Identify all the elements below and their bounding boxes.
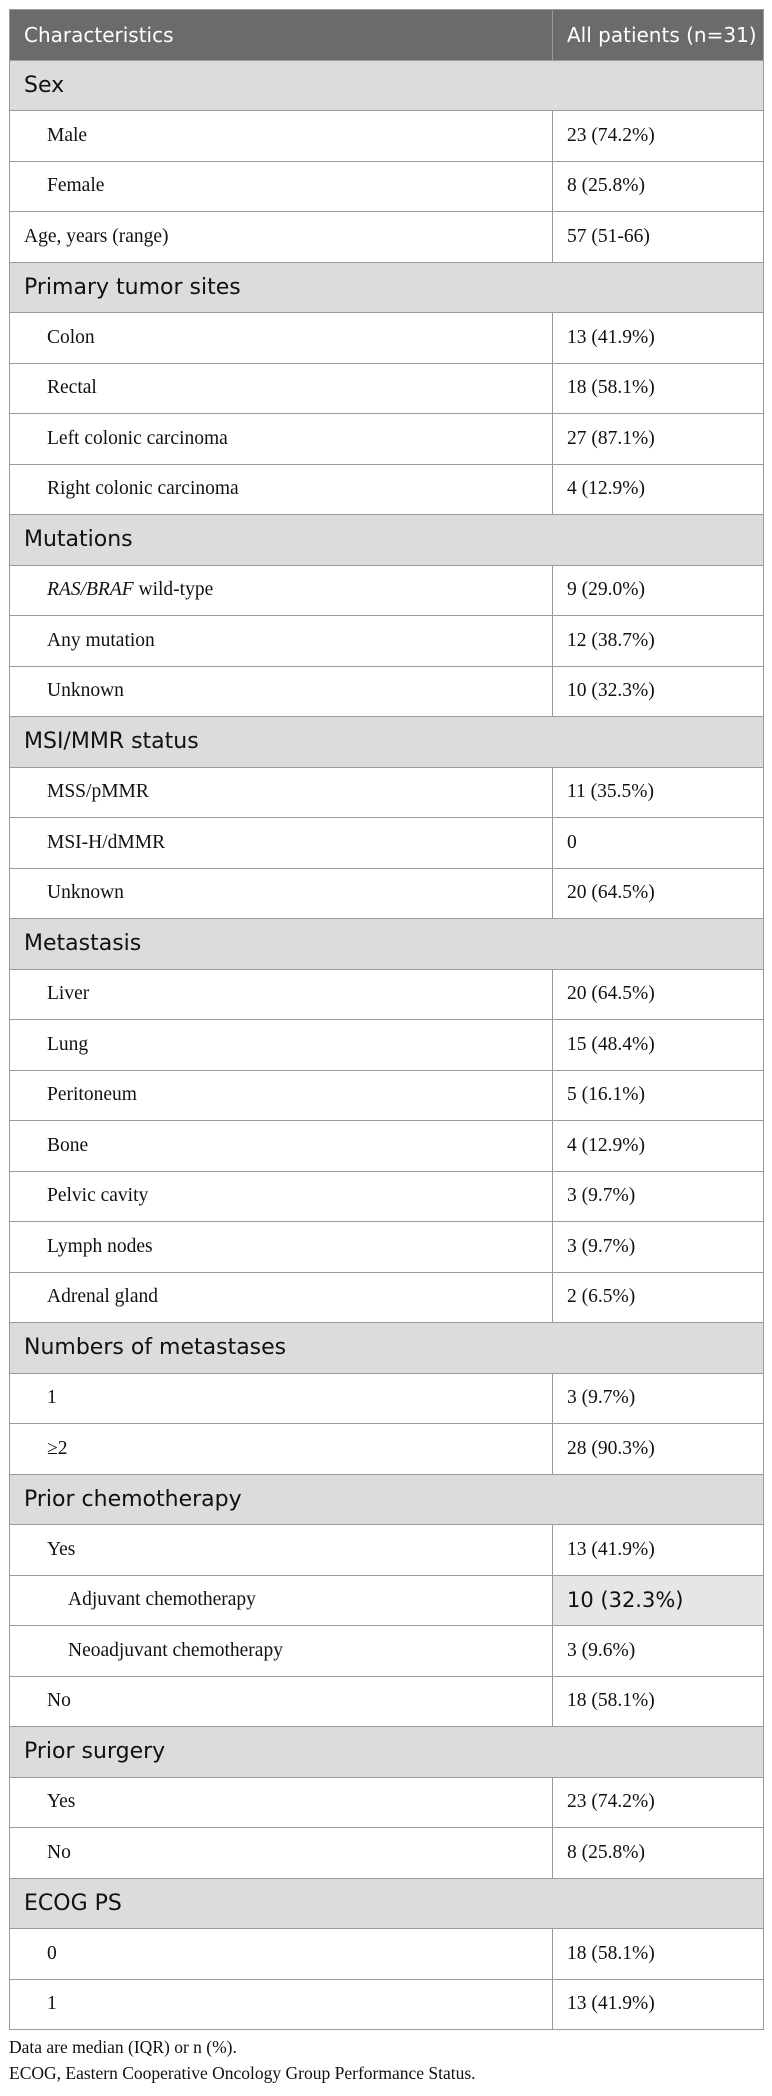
section-row <box>10 1878 764 1929</box>
row-value: 13 (41.9%) <box>553 1525 764 1576</box>
row-label: Lymph nodes <box>10 1222 553 1273</box>
row-value: 57 (51-66) <box>553 212 764 263</box>
section-heading: Sex <box>10 60 764 111</box>
row-label: Adrenal gland <box>10 1272 553 1323</box>
row-value: 2 (6.5%) <box>553 1272 764 1323</box>
section-row <box>10 717 764 768</box>
row-value: 18 (58.1%) <box>553 363 764 414</box>
row-value: 3 (9.6%) <box>553 1626 764 1677</box>
table-header-row <box>10 10 764 61</box>
table-row <box>10 616 764 667</box>
row-value: 23 (74.2%) <box>553 111 764 162</box>
row-label: 1 <box>10 1979 553 2030</box>
row-label: Lung <box>10 1020 553 1071</box>
table-row <box>10 1626 764 1677</box>
row-label: No <box>10 1828 553 1879</box>
section-heading: Primary tumor sites <box>10 262 764 313</box>
section-heading: Numbers of metastases <box>10 1323 764 1374</box>
row-label: Any mutation <box>10 616 553 667</box>
row-label: Right colonic carcinoma <box>10 464 553 515</box>
footnote-ecog-definition: ECOG, Eastern Cooperative Oncology Group Performance Status. <box>9 2063 476 2083</box>
row-label <box>10 565 553 616</box>
row-value: 18 (58.1%) <box>553 1676 764 1727</box>
section-row <box>10 1474 764 1525</box>
table-row <box>10 1020 764 1071</box>
table-row <box>10 1575 764 1626</box>
table-row <box>10 868 764 919</box>
table-row <box>10 1121 764 1172</box>
row-value: 4 (12.9%) <box>553 1121 764 1172</box>
table-row <box>10 666 764 717</box>
table-row <box>10 1777 764 1828</box>
row-label: ≥2 <box>10 1424 553 1475</box>
header-all-patients: All patients (n=31) <box>553 10 764 61</box>
section-row <box>10 1323 764 1374</box>
section-heading: Mutations <box>10 515 764 566</box>
table-row <box>10 1525 764 1576</box>
row-value: 11 (35.5%) <box>553 767 764 818</box>
section-row <box>10 515 764 566</box>
row-label: Unknown <box>10 868 553 919</box>
row-label: Colon <box>10 313 553 364</box>
row-label: Peritoneum <box>10 1070 553 1121</box>
table-row <box>10 767 764 818</box>
table-row <box>10 464 764 515</box>
row-value: 27 (87.1%) <box>553 414 764 465</box>
row-label: Unknown <box>10 666 553 717</box>
row-label: 0 <box>10 1929 553 1980</box>
row-value: 13 (41.9%) <box>553 1979 764 2030</box>
row-value: 0 <box>553 818 764 869</box>
table-row <box>10 1929 764 1980</box>
gene-name: RAS/BRAF <box>47 579 134 601</box>
table-row <box>10 818 764 869</box>
row-value: 8 (25.8%) <box>553 161 764 212</box>
row-label: Male <box>10 111 553 162</box>
table-row <box>10 565 764 616</box>
section-heading: ECOG PS <box>10 1878 764 1929</box>
table-row <box>10 1222 764 1273</box>
row-label: Age, years (range) <box>10 212 553 263</box>
row-label: Pelvic cavity <box>10 1171 553 1222</box>
section-heading: Prior chemotherapy <box>10 1474 764 1525</box>
section-heading: MSI/MMR status <box>10 717 764 768</box>
section-row <box>10 60 764 111</box>
table-row <box>10 1070 764 1121</box>
section-heading: Prior surgery <box>10 1727 764 1778</box>
row-label: Female <box>10 161 553 212</box>
row-label: 1 <box>10 1373 553 1424</box>
row-value: 3 (9.7%) <box>553 1373 764 1424</box>
row-value: 18 (58.1%) <box>553 1929 764 1980</box>
row-label: Bone <box>10 1121 553 1172</box>
characteristics-table <box>9 9 764 2030</box>
table-body <box>10 60 764 2030</box>
table-row <box>10 111 764 162</box>
row-value: 23 (74.2%) <box>553 1777 764 1828</box>
row-value: 15 (48.4%) <box>553 1020 764 1071</box>
row-label: Left colonic carcinoma <box>10 414 553 465</box>
row-label: MSS/pMMR <box>10 767 553 818</box>
row-value: 3 (9.7%) <box>553 1222 764 1273</box>
table-row <box>10 363 764 414</box>
row-value: 3 (9.7%) <box>553 1171 764 1222</box>
row-value: 12 (38.7%) <box>553 616 764 667</box>
row-label: Rectal <box>10 363 553 414</box>
table-row <box>10 313 764 364</box>
table-row <box>10 1676 764 1727</box>
row-label: Yes <box>10 1525 553 1576</box>
table-row <box>10 1373 764 1424</box>
section-row <box>10 262 764 313</box>
row-label: Neoadjuvant chemotherapy <box>10 1626 553 1677</box>
table-row <box>10 414 764 465</box>
section-row <box>10 919 764 970</box>
row-value: 8 (25.8%) <box>553 1828 764 1879</box>
row-value: 13 (41.9%) <box>553 313 764 364</box>
row-value: 5 (16.1%) <box>553 1070 764 1121</box>
table-row <box>10 212 764 263</box>
table-row <box>10 161 764 212</box>
row-value: 20 (64.5%) <box>553 969 764 1020</box>
table-row <box>10 969 764 1020</box>
table-row <box>10 1272 764 1323</box>
row-label: Liver <box>10 969 553 1020</box>
table-row <box>10 1828 764 1879</box>
row-label: MSI-H/dMMR <box>10 818 553 869</box>
row-value: 28 (90.3%) <box>553 1424 764 1475</box>
row-label: No <box>10 1676 553 1727</box>
footnote-data-format: Data are median (IQR) or n (%). <box>9 2037 237 2057</box>
row-value: 20 (64.5%) <box>553 868 764 919</box>
row-label: Yes <box>10 1777 553 1828</box>
header-characteristics: Characteristics <box>10 10 553 61</box>
row-value: 9 (29.0%) <box>553 565 764 616</box>
section-row <box>10 1727 764 1778</box>
row-value: 10 (32.3%) <box>553 666 764 717</box>
footnotes <box>9 2034 476 2086</box>
row-label-text: wild-type <box>133 579 214 601</box>
table-row <box>10 1979 764 2030</box>
row-value: 10 (32.3%) <box>553 1575 764 1626</box>
row-label: Adjuvant chemotherapy <box>10 1575 553 1626</box>
section-heading: Metastasis <box>10 919 764 970</box>
table-row <box>10 1171 764 1222</box>
row-value: 4 (12.9%) <box>553 464 764 515</box>
table-row <box>10 1424 764 1475</box>
characteristics-table-container <box>9 9 761 2030</box>
